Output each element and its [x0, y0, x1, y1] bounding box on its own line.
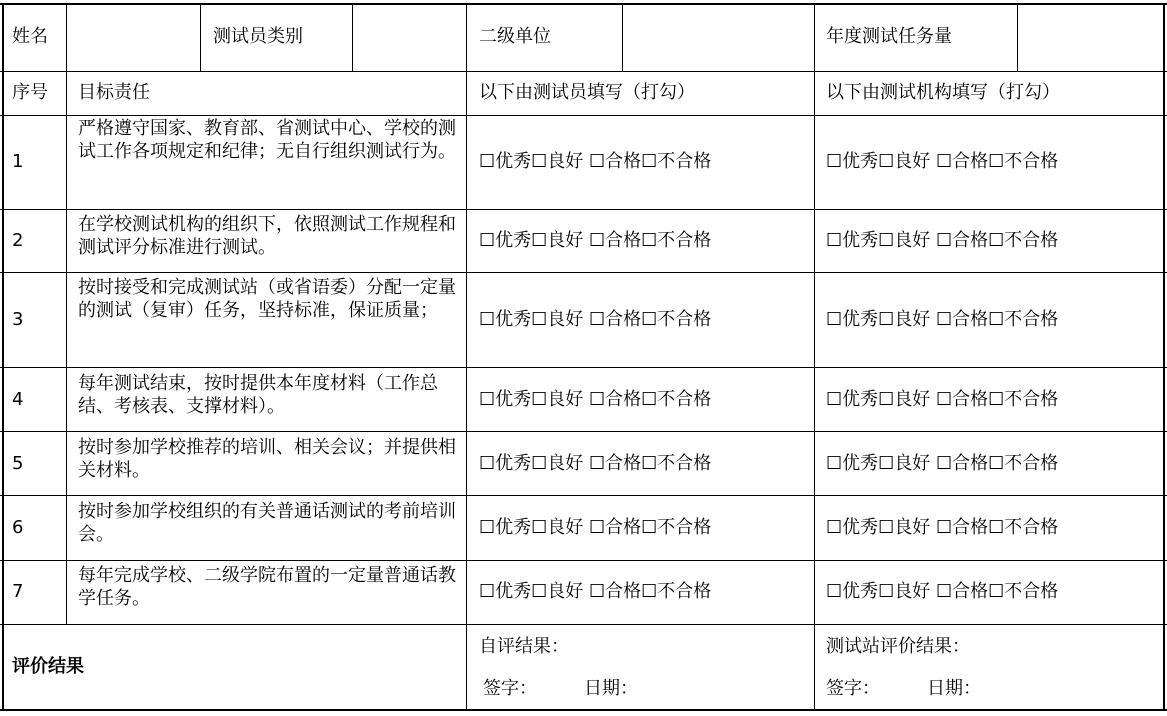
row-number: 4	[12, 389, 24, 410]
row-divider	[0, 624, 1167, 625]
annual-task-label: 年度测试任务量	[826, 26, 952, 47]
station-eval-label: 测试站评价结果：	[826, 636, 970, 657]
tester-rating-options[interactable]: ☐优秀☐良好 ☐合格☐不合格	[479, 453, 712, 474]
row-divider	[0, 431, 1167, 432]
responsibility-text: 每年测试结束，按时提供本年度材料（工作总结、考核表、支撑材料）。	[78, 373, 438, 417]
responsibility-text: 严格遵守国家、教育部、省测试中心、学校的测试工作各项规定和纪律；无自行组织测试行为。	[78, 118, 456, 162]
annual-task-field[interactable]	[1018, 5, 1163, 71]
self-eval-label: 自评结果：	[479, 636, 569, 657]
responsibility-text: 按时参加学校推荐的培训、相关会议；并提供相关材料。	[78, 437, 456, 481]
agency-rating-options[interactable]: ☐优秀☐良好 ☐合格☐不合格	[826, 389, 1059, 410]
column-divider	[466, 3, 467, 711]
tester-date-label: 日期：	[584, 678, 638, 699]
tester-rating-options[interactable]: ☐优秀☐良好 ☐合格☐不合格	[479, 389, 712, 410]
row-number: 1	[12, 151, 24, 172]
row-divider	[0, 272, 1167, 273]
row-number: 3	[12, 309, 24, 330]
row-number: 2	[12, 230, 24, 251]
column-divider	[200, 3, 201, 71]
row-divider	[0, 71, 1167, 72]
tester-fill-header: 以下由测试员填写（打勾）	[479, 82, 695, 103]
unit-field[interactable]	[623, 5, 814, 71]
agency-rating-options[interactable]: ☐优秀☐良好 ☐合格☐不合格	[826, 453, 1059, 474]
agency-rating-options[interactable]: ☐优秀☐良好 ☐合格☐不合格	[826, 309, 1059, 330]
agency-rating-options[interactable]: ☐优秀☐良好 ☐合格☐不合格	[826, 151, 1059, 172]
row-number: 7	[12, 581, 24, 602]
agency-fill-header: 以下由测试机构填写（打勾）	[826, 82, 1060, 103]
result-label: 评价结果	[12, 656, 84, 677]
agency-rating-options[interactable]: ☐优秀☐良好 ☐合格☐不合格	[826, 230, 1059, 251]
station-date-label: 日期：	[927, 678, 981, 699]
row-divider	[0, 495, 1167, 496]
tester-type-field[interactable]	[353, 5, 466, 71]
row-divider	[0, 209, 1167, 210]
row-divider	[0, 367, 1167, 368]
name-label: 姓名	[12, 26, 48, 47]
table-border-bottom	[0, 709, 1167, 711]
tester-rating-options[interactable]: ☐优秀☐良好 ☐合格☐不合格	[479, 151, 712, 172]
column-divider	[814, 3, 815, 711]
tester-rating-options[interactable]: ☐优秀☐良好 ☐合格☐不合格	[479, 517, 712, 538]
tester-sign-label: 签字：	[483, 678, 537, 699]
table-border-left	[2, 3, 4, 711]
tester-type-label: 测试员类别	[213, 26, 303, 47]
tester-rating-options[interactable]: ☐优秀☐良好 ☐合格☐不合格	[479, 230, 712, 251]
target-header: 目标责任	[78, 82, 150, 103]
row-number: 6	[12, 517, 24, 538]
tester-rating-options[interactable]: ☐优秀☐良好 ☐合格☐不合格	[479, 581, 712, 602]
responsibility-text: 在学校测试机构的组织下，依照测试工作规程和测试评分标准进行测试。	[78, 214, 456, 258]
column-divider	[66, 3, 67, 624]
row-divider	[0, 560, 1167, 561]
responsibility-text: 按时接受和完成测试站（或省语委）分配一定量的测试（复审）任务，坚持标准，保证质量；	[78, 277, 456, 321]
row-number: 5	[12, 453, 24, 474]
responsibility-text: 每年完成学校、二级学院布置的一定量普通话教学任务。	[78, 565, 456, 609]
row-divider	[0, 115, 1167, 116]
tester-rating-options[interactable]: ☐优秀☐良好 ☐合格☐不合格	[479, 309, 712, 330]
station-sign-label: 签字：	[826, 678, 880, 699]
unit-label: 二级单位	[479, 26, 551, 47]
agency-rating-options[interactable]: ☐优秀☐良好 ☐合格☐不合格	[826, 581, 1059, 602]
name-field[interactable]	[67, 5, 200, 71]
table-border-right	[1163, 3, 1165, 711]
seq-header: 序号	[12, 82, 48, 103]
agency-rating-options[interactable]: ☐优秀☐良好 ☐合格☐不合格	[826, 517, 1059, 538]
responsibility-text: 按时参加学校组织的有关普通话测试的考前培训会。	[78, 501, 456, 545]
